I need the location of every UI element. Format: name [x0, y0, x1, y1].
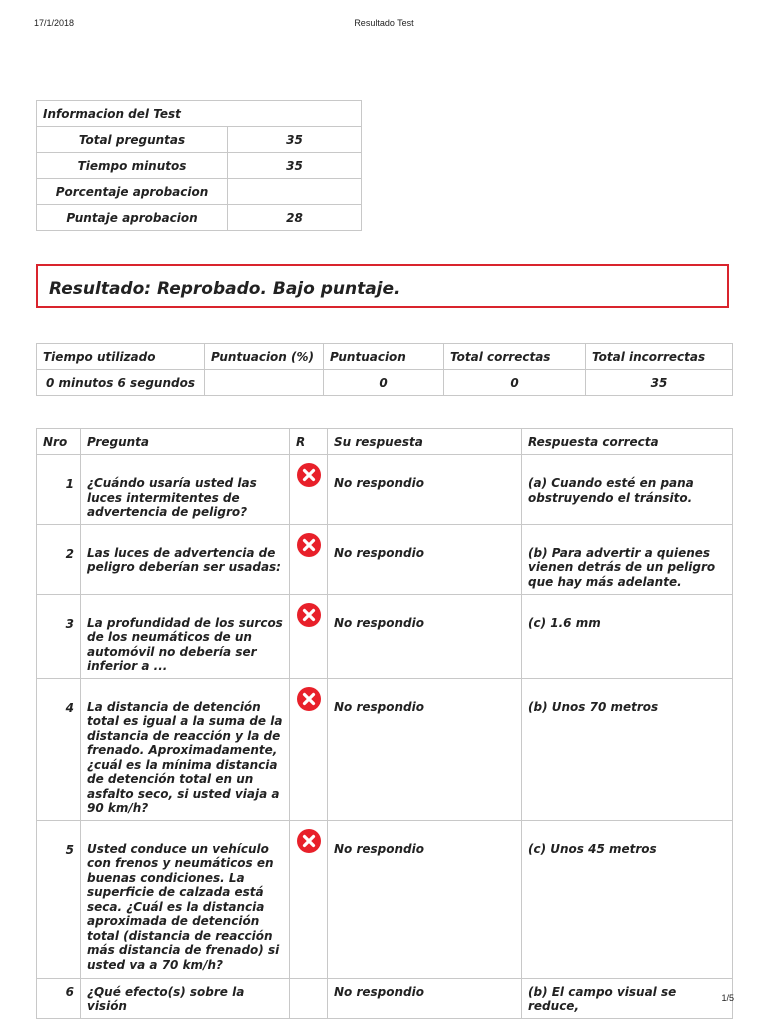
- result-cell: [290, 455, 328, 525]
- table-row: [37, 820, 733, 978]
- question-text: La distancia de detención total es igual a la suma de la distancia de reacción y la de frenado. Aproximadamente, ¿cuál es la mínima distancia de detención total en un asfalto seco, si usted viaja a 90 km/h?: [81, 678, 290, 820]
- question-text: ¿Qué efecto(s) sobre la visión: [81, 978, 290, 1018]
- info-value-pass-score: 28: [228, 205, 362, 231]
- incorrect-x-icon: [296, 602, 322, 628]
- summary-value-time-used: 0 minutos 6 segundos: [37, 370, 205, 396]
- question-number: 6: [37, 978, 81, 1018]
- correct-answer: (b) Para advertir a quienes vienen detrás de un peligro que hay más adelante.: [522, 524, 733, 594]
- incorrect-x-icon: [296, 462, 322, 488]
- result-cell: [290, 524, 328, 594]
- question-text: Las luces de advertencia de peligro deberían ser usadas:: [81, 524, 290, 594]
- summary-header-total-correct: Total correctas: [444, 344, 586, 370]
- summary-header-time-used: Tiempo utilizado: [37, 344, 205, 370]
- your-answer: No respondio: [328, 820, 522, 978]
- test-info-heading: Informacion del Test: [37, 101, 362, 127]
- result-box: [36, 264, 729, 308]
- print-title: Resultado Test: [354, 18, 414, 28]
- question-text: ¿Cuándo usaría usted las luces intermitentes de advertencia de peligro?: [81, 455, 290, 525]
- questions-header-your-answer: Su respuesta: [328, 429, 522, 455]
- correct-answer: (c) Unos 45 metros: [522, 820, 733, 978]
- result-cell: [290, 678, 328, 820]
- your-answer: No respondio: [328, 455, 522, 525]
- summary-header-score: Puntuacion: [324, 344, 444, 370]
- incorrect-x-icon: [296, 686, 322, 712]
- table-row: [37, 524, 733, 594]
- questions-header-nro: Nro: [37, 429, 81, 455]
- question-number: 2: [37, 524, 81, 594]
- question-number: 3: [37, 594, 81, 678]
- info-value-time-minutes: 35: [228, 153, 362, 179]
- incorrect-x-icon: [296, 532, 322, 558]
- question-text: Usted conduce un vehículo con frenos y neumáticos en buenas condiciones. La superficie de calzada está seca. ¿Cuál es la distancia aproximada de detención total (distancia de reacción más distancia de frenado) si usted va a 70 km/h?: [81, 820, 290, 978]
- result-cell: [290, 594, 328, 678]
- correct-answer: (b) Unos 70 metros: [522, 678, 733, 820]
- your-answer: No respondio: [328, 594, 522, 678]
- correct-answer: (a) Cuando esté en pana obstruyendo el tránsito.: [522, 455, 733, 525]
- questions-header-r: R: [290, 429, 328, 455]
- your-answer: No respondio: [328, 678, 522, 820]
- summary-value-score-percent: [205, 370, 324, 396]
- test-info-table: [36, 100, 362, 231]
- result-cell: [290, 820, 328, 978]
- incorrect-x-icon: [296, 828, 322, 854]
- result-text: Resultado: Reprobado. Bajo puntaje.: [49, 279, 401, 299]
- print-date: 17/1/2018: [34, 18, 75, 28]
- questions-header-question: Pregunta: [81, 429, 290, 455]
- page-number: 1/5: [721, 993, 734, 1003]
- question-number: 1: [37, 455, 81, 525]
- your-answer: No respondio: [328, 978, 522, 1018]
- summary-value-total-incorrect: 35: [586, 370, 733, 396]
- table-row: [37, 978, 733, 1018]
- info-label-pass-percentage: Porcentaje aprobacion: [37, 179, 228, 205]
- summary-value-total-correct: 0: [444, 370, 586, 396]
- question-number: 5: [37, 820, 81, 978]
- info-label-time-minutes: Tiempo minutos: [37, 153, 228, 179]
- info-value-total-questions: 35: [228, 127, 362, 153]
- correct-answer: (c) 1.6 mm: [522, 594, 733, 678]
- questions-table: [36, 428, 733, 1019]
- table-row: [37, 594, 733, 678]
- question-text: La profundidad de los surcos de los neumáticos de un automóvil no debería ser inferior a ...: [81, 594, 290, 678]
- info-label-total-questions: Total preguntas: [37, 127, 228, 153]
- summary-table: [36, 343, 733, 396]
- result-cell: [290, 978, 328, 1018]
- summary-value-score: 0: [324, 370, 444, 396]
- table-row: [37, 455, 733, 525]
- table-row: [37, 678, 733, 820]
- info-value-pass-percentage: [228, 179, 362, 205]
- question-number: 4: [37, 678, 81, 820]
- questions-header-correct-answer: Respuesta correcta: [522, 429, 733, 455]
- print-header: [0, 18, 768, 32]
- summary-header-score-percent: Puntuacion (%): [205, 344, 324, 370]
- summary-header-total-incorrect: Total incorrectas: [586, 344, 733, 370]
- info-label-pass-score: Puntaje aprobacion: [37, 205, 228, 231]
- your-answer: No respondio: [328, 524, 522, 594]
- correct-answer: (b) El campo visual se reduce,: [522, 978, 733, 1018]
